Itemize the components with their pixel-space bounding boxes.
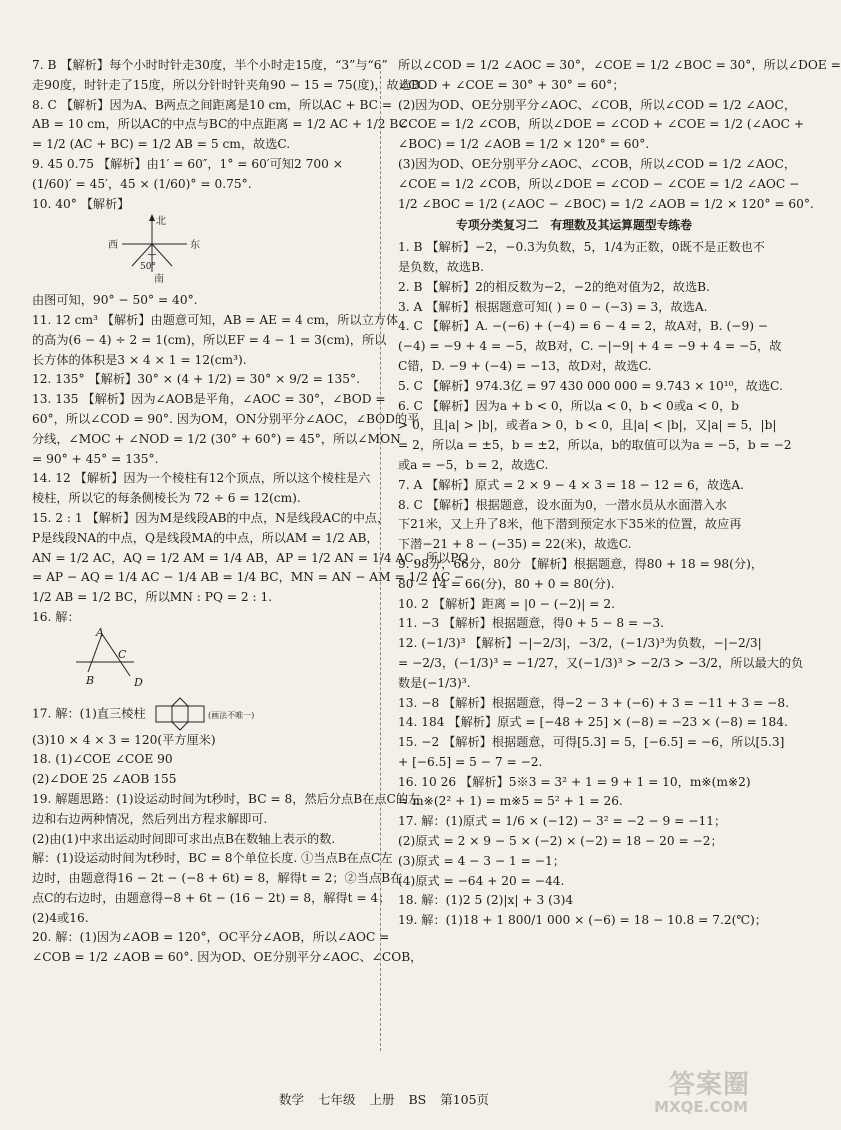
answer-line: 所以∠COD = 1/2 ∠AOC = 30°，∠COE = 1/2 ∠BOC = 30°，所以∠DOE = [398,58,841,72]
answer-line: 或a = −5，b = 2，故选C. [398,457,549,472]
answer-line: (−4) = −9 + 4 = −5，故B对，C. −|−9| + 4 = −9 + 4 = −5，故 [398,339,782,354]
right-column [398,56,841,931]
answer-line: 3. A 【解析】根据题意可知( ) = 0 − (−3) = 3，故选A. [398,299,708,314]
section-title: 专项分类复习二 有理数及其运算题型专练卷 [456,218,692,233]
point-c: C [118,647,127,661]
answer-line: 2. B 【解析】2的相反数为−2，−2的绝对值为2，故选B. [398,279,710,294]
answer-line: 15. 2 : 1 【解析】因为M是线段AB的中点，N是线段AC的中点， [32,510,390,525]
answer-line: C错，D. −9 + (−4) = −13，故D对，故选C. [398,358,652,373]
prism-net-figure [150,697,270,731]
answer-line: AN = 1/2 AC，AQ = 1/2 AM = 1/4 AB，AP = 1/2 AN = 1/4 AC，所以PQ [32,550,469,565]
answer-line: AB = 10 cm，所以AC的中点与BC的中点距离 = 1/2 AC + 1/2 BC [32,117,408,132]
answer-line: 走90度，时针走了15度，所以分针时针夹角90 − 15 = 75(度)，故选B. [32,77,424,92]
answer-line: 17. 解：(1)原式 = 1/6 × (−12) − 3² = −2 − 9 = −11； [398,814,727,829]
compass-angle: 50° [140,262,156,273]
answer-line: 14. 12 【解析】因为一个棱柱有12个顶点，所以这个棱柱是六 [32,471,371,486]
footer-grade: 七年级 [317,1092,356,1107]
triangle-figure [72,625,152,690]
answer-line: ∠COB = 1/2 ∠AOB = 60°. 因为OD、OE分别平分∠AOC、∠COB， [32,950,423,965]
answer-line: 6. C 【解析】因为a + b < 0，所以a < 0，b < 0或a < 0，b [398,398,739,413]
answer-line: (2)因为OD、OE分别平分∠AOC、∠COB，所以∠COD = 1/2 ∠AOC， [398,97,797,112]
answer-line: 9. 45 0.75 【解析】由1′ = 60″，1° = 60′可知2 700 × [32,156,343,171]
answer-line: 是负数，故选B. [398,259,484,274]
answer-line: P是线段NA的中点，Q是线段MA的中点，所以AM = 1/2 AB， [32,530,379,545]
answer-line: = 90° + 45° = 135°. [32,451,159,466]
footer-volume: 上册 [369,1092,395,1107]
compass-north: 北 [156,216,166,228]
answer-line: ∠COE = 1/2 ∠COB，所以∠DOE = ∠COD + ∠COE = 1/2 (∠AOC + [398,117,805,132]
answer-line: 的高为(6 − 4) ÷ 2 = 1(cm)，所以EF = 4 − 1 = 3(cm)，所以 [32,332,387,347]
answer-line: 1/2 ∠BOC = 1/2 (∠AOC − ∠BOC) = 1/2 ∠AOB = 1/2 × 120° = 60°. [398,196,814,211]
answer-line: 19. 解题思路：(1)设运动时间为t秒时，BC = 8，然后分点B在点C的左 [32,791,421,806]
footer-edition: BS [408,1092,427,1107]
answer-line: 11. −3 【解析】根据题意，得0 + 5 − 8 = −3. [398,616,664,631]
answer-line: 数是(−1/3)³. [398,675,471,690]
answer-line: 1/2 AB = 1/2 BC，所以MN : PQ = 2 : 1. [32,590,273,605]
answer-line: 19. 解：(1)18 + 1 800/1 000 × (−6) = 18 − 10.8 = 7.2(℃)； [398,913,767,928]
answer-line: = AP − AQ = 1/4 AC − 1/4 AB = 1/4 BC，MN = AN − AM = 1/2 AC − [32,570,465,585]
answer-line: 16. 10 26 【解析】5※3 = 3² + 1 = 9 + 1 = 10，m※(m※2) [398,774,751,789]
footer-page: 第105页 [440,1092,490,1107]
answer-line: > 0，且|a| > |b|，或者a > 0，b < 0，且|a| < |b|，又|a| = 5，|b| [398,418,777,433]
compass-figure [92,214,212,284]
answer-line: (2)由(1)中求出运动时间即可求出点B在数轴上表示的数. [32,831,336,846]
footer-subject: 数学 [278,1092,304,1107]
compass-east: 东 [190,240,200,252]
answer-line: 15. −2 【解析】根据题意，可得[5.3] = 5，[−6.5] = −6，所以[5.3] [398,735,785,750]
point-b: B [86,673,95,687]
answer-17-text: 17. 解：(1)直三棱柱 [32,706,146,721]
answer-line: = −2/3，(−1/3)³ = −1/27，又(−1/3)³ > −2/3 > −3/2，所以最大的负 [398,655,804,670]
answer-line: 60°，所以∠COD = 90°. 因为OM，ON分别平分∠AOC，∠BOD的平 [32,411,420,426]
watermark-logo [654,1062,754,1122]
compass-south: 南 [154,274,164,286]
net-note: (画法不唯一) [207,710,254,720]
answer-line: 8. C 【解析】因为A、B两点之间距离是10 cm，所以AC + BC = [32,97,393,112]
answer-line: 13. 135 【解析】因为∠AOB是平角，∠AOC = 30°，∠BOD = [32,392,386,407]
answer-line: 20. 解：(1)因为∠AOB = 120°，OC平分∠AOB，所以∠AOC = [32,930,390,945]
answer-line: = 2，所以a = ±5，b = ±2，所以a，b的取值可以为a = −5，b = −2 [398,438,792,453]
answer-line: 16. 解： [32,609,80,624]
answer-line: 13. −8 【解析】根据题意，得−2 − 3 + (−6) + 3 = −11 + 3 = −8. [398,695,789,710]
answer-line: 长方体的体积是3 × 4 × 1 = 12(cm³). [32,352,247,367]
point-a: A [96,625,104,639]
point-d: D [134,675,143,689]
answer-line: 7. B 【解析】每个小时时针走30度，半个小时走15度，“3”与“6” [32,58,388,72]
answer-line: = 1/2 (AC + BC) = 1/2 AB = 5 cm，故选C. [32,137,291,152]
answer-line: = m※(2² + 1) = m※5 = 5² + 1 = 26. [398,794,623,809]
answer-line: 18. 解：(1)2 5 (2)|x| + 3 (3)4 [398,893,574,908]
answer-line: ∠COD + ∠COE = 30° + 30° = 60°； [398,77,625,92]
answer-line [32,697,367,731]
answer-line: 12. (−1/3)³ 【解析】−|−2/3|，−3/2，(−1/3)³为负数，−|−2/3| [398,636,762,651]
answer-line: (2)原式 = 2 × 9 − 5 × (−2) × (−2) = 18 − 20 = −2； [398,834,723,849]
answer-line: 18. (1)∠COE ∠COE 90 [32,752,173,767]
answer-line: 9. 98分，66分，80分 【解析】根据题意，得80 + 18 = 98(分)， [398,556,764,571]
answer-line: 由图可知，90° − 50° = 40°. [32,293,198,308]
column-divider [380,66,381,1051]
answer-line: 边时，由题意得16 − 2t − (−8 + 6t) = 8，解得t = 2；②当点B在 [32,871,403,886]
watermark-url: MXQE.COM [654,1098,748,1116]
answer-line: 1. B 【解析】−2，−0.3为负数，5，1/4为正数，0既不是正数也不 [398,240,765,255]
answer-line: ∠COE = 1/2 ∠COB，所以∠DOE = ∠COD − ∠COE = 1/2 ∠AOC − [398,176,800,191]
answer-line: 边和右边两种情况，然后列出方程求解即可. [32,811,268,826]
answer-line: 10. 2 【解析】距离 = |0 − (−2)| = 2. [398,596,615,611]
compass-west: 西 [108,240,118,252]
watermark-title: 答案圈 [668,1070,750,1100]
answer-line: 4. C 【解析】A. −(−6) + (−4) = 6 − 4 = 2，故A对，B. (−9) − [398,319,769,334]
answer-line: 棱柱，所以它的每条侧棱长为 72 ÷ 6 = 12(cm). [32,491,301,506]
answer-line: (3)原式 = 4 − 3 − 1 = −1； [398,853,565,868]
answer-line: (4)原式 = −64 + 20 = −44. [398,873,565,888]
answer-line: 80 − 14 = 66(分)，80 + 0 = 80(分). [398,576,615,591]
answer-line: 分线，∠MOC + ∠NOD = 1/2 (30° + 60°) = 45°，所以∠MON [32,431,401,446]
answer-line: 下21米，又上升了8米，他下潜到预定水下35米的位置，故应再 [398,517,742,532]
page-footer [0,1090,768,1108]
answer-line: (2)∠DOE 25 ∠AOB 155 [32,772,177,787]
answer-line: 5. C 【解析】974.3亿 = 97 430 000 000 = 9.743 × 10¹⁰，故选C. [398,378,783,393]
answer-line: (2)4或16. [32,910,89,925]
answer-line: + [−6.5] = 5 − 7 = −2. [398,754,543,769]
answer-line: ∠BOC) = 1/2 ∠AOB = 1/2 × 120° = 60°. [398,137,650,152]
answer-line: 下潜−21 + 8 − (−35) = 22(米)，故选C. [398,537,632,552]
answer-line: 11. 12 cm³ 【解析】由题意可知，AB = AE = 4 cm，所以立方体 [32,312,399,327]
answer-line: 7. A 【解析】原式 = 2 × 9 − 4 × 3 = 18 − 12 = 6，故选A. [398,477,745,492]
answer-line: 10. 40° 【解析】 [32,196,130,211]
answer-line: 14. 184 【解析】原式 = [−48 + 25] × (−8) = −23 × (−8) = 184. [398,715,788,730]
answer-line: 8. C 【解析】根据题意，设水面为0，一潜水员从水面潜入水 [398,497,727,512]
answer-line: 点C的右边时，由题意得−8 + 6t − (16 − 2t) = 8，解得t = 4； [32,890,391,905]
answer-line: (1/60)′ = 45′，45 × (1/60)° = 0.75°. [32,176,252,191]
answer-line: 12. 135° 【解析】30° × (4 + 1/2) = 30° × 9/2 = 135°. [32,372,360,387]
answer-line: (3)因为OD、OE分别平分∠AOC、∠COB，所以∠COD = 1/2 ∠AOC， [398,156,797,171]
answer-line: (3)10 × 4 × 3 = 120(平方厘米) [32,732,216,747]
answer-line: 解：(1)设运动时间为t秒时，BC = 8个单位长度. ①当点B在点C左 [32,851,393,866]
